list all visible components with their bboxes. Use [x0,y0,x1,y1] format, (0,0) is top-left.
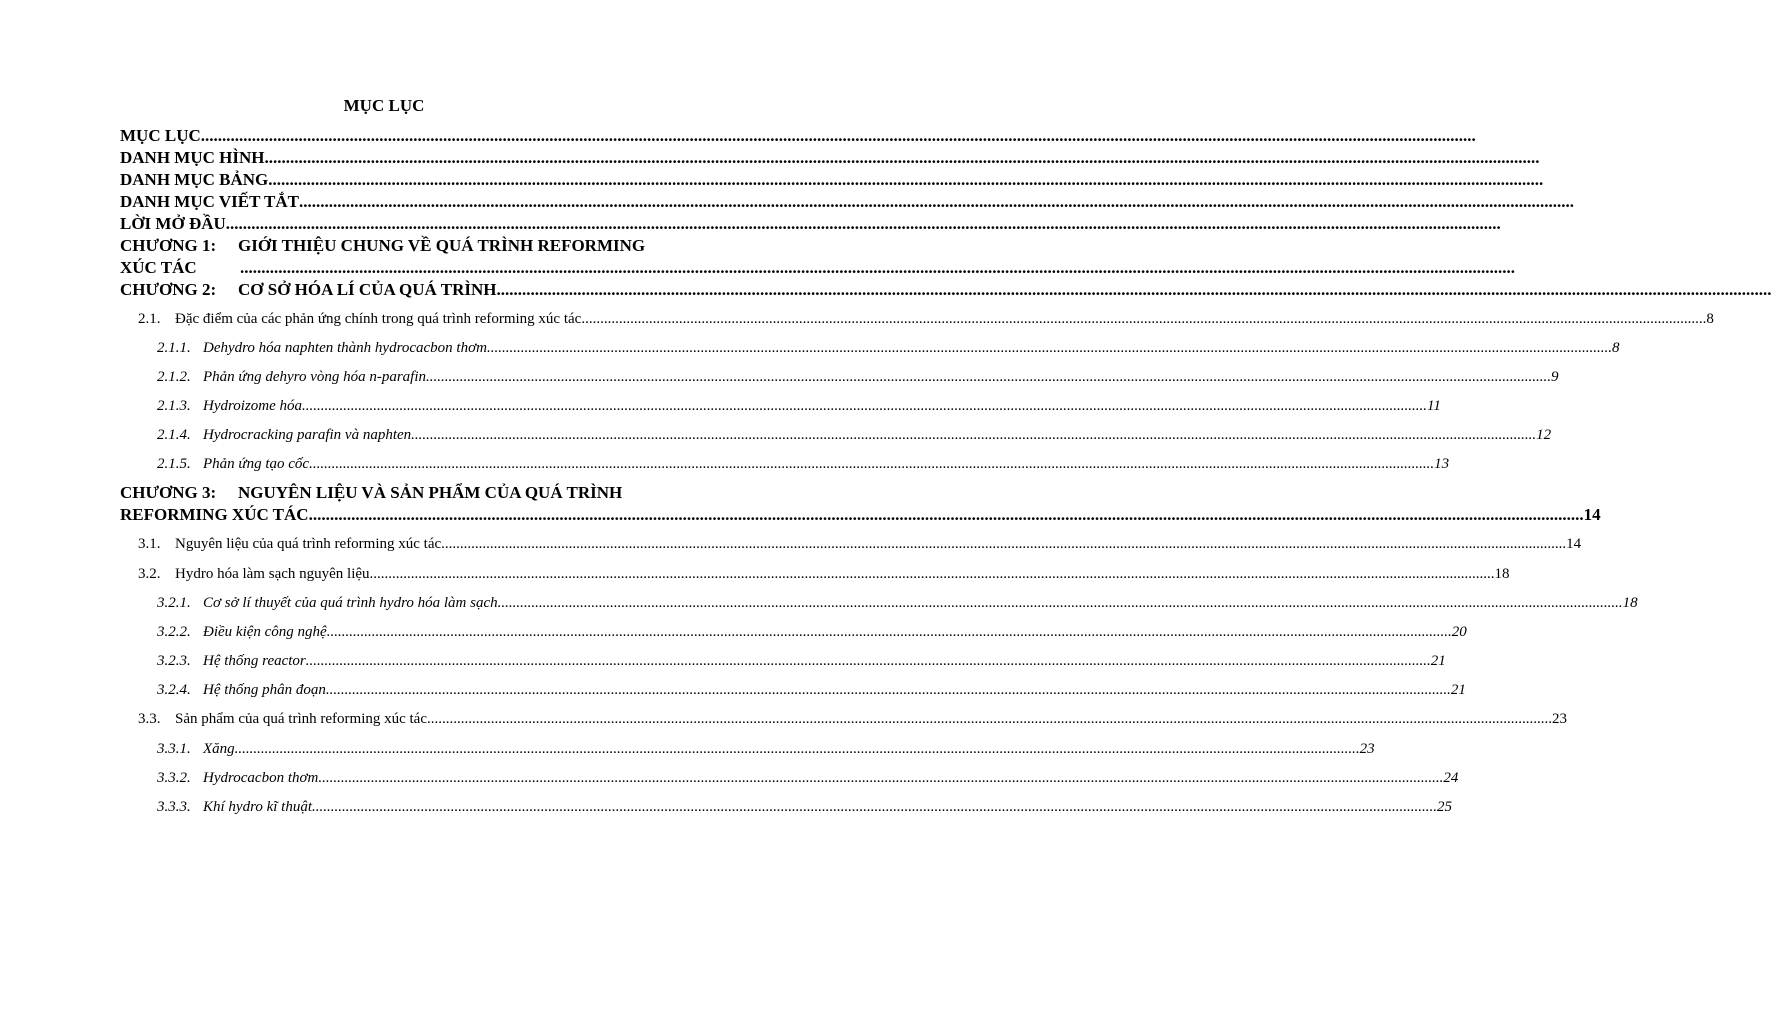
subsection-heading [157,797,312,817]
subsection-title: Điều kiện công nghệ [203,624,327,640]
subsection-heading [157,739,235,759]
dot-leader: ............................................................................................................................................................................................................................................................................................................ [426,369,1552,385]
dot-leader: ............................................................................................................................................................................................................................................................................................................ [581,311,1707,327]
subsection-title: Dehydro hóa naphten thành hydrocacbon thơm [203,340,487,356]
subsection-heading [157,454,309,474]
dot-leader: ............................................................................................................................................................................................................................................................................................................ [318,770,1444,786]
page-number: 23 [1359,741,1375,757]
toc-section-2-1[interactable] [138,309,1714,329]
section-number: 2.1. [138,311,161,327]
section-number: 3.1. [138,536,161,552]
toc-subsection-3-3-3[interactable] [157,797,1453,817]
subsection-title: Xăng [203,741,235,757]
page-number: 20 [1451,624,1467,640]
toc-chapter-3-line2[interactable] [120,504,1601,526]
subsection-heading [157,680,326,700]
toc-section-3-1[interactable] [138,534,1582,554]
dot-leader: ............................................................................................................................................................................................................................................................................................................ [305,653,1431,669]
page-number: 21 [1430,653,1446,669]
toc-chapter-1-line1[interactable] [120,235,645,257]
page-number: 11 [1427,398,1441,414]
dot-leader: ............................................................................................................................................................................................................................................................................................................ [497,595,1623,611]
subsection-heading [157,338,487,358]
section-title: Hydro hóa làm sạch nguyên liệu [175,566,370,582]
dot-leader: ............................................................................................................................................................................................................................................................................................................ [268,170,1544,189]
dot-leader: ............................................................................................................................................................................................................................................................................................................ [309,456,1435,472]
dot-leader: ............................................................................................................................................................................................................................................................................................................ [200,126,1476,145]
toc-subsection-2-1-2[interactable] [157,367,1559,387]
page-number: 18 [1622,595,1638,611]
section-title: Đặc điểm của các phản ứng chính trong quá trình reforming xúc tác [175,311,582,327]
toc-entry-label: DANH MỤC HÌNH [120,148,265,167]
section-heading [138,534,441,554]
toc-entry-label: LỜI MỞ ĐẦU [120,214,226,233]
subsection-number: 2.1.4. [157,427,191,443]
subsection-number: 3.2.1. [157,595,191,611]
subsection-title: Khí hydro kĩ thuật [203,799,313,815]
subsection-title: Hydroizome hóa [203,398,303,414]
chapter-heading [120,279,497,301]
dot-leader: ............................................................................................................................................................................................................................................................................................................ [240,258,1515,277]
section-title: Nguyên liệu của quá trình reforming xúc tác [175,536,442,552]
chapter-number: CHƯƠNG 1: [120,236,217,255]
subsection-title: Hệ thống phân đoạn [203,682,326,698]
subsection-title: Cơ sở lí thuyết của quá trình hydro hóa làm sạch [203,595,498,611]
subsection-heading [157,768,318,788]
toc-entry-danh-muc-viet-tat[interactable] [120,191,1575,213]
subsection-heading [157,425,411,445]
toc-subsection-2-1-4[interactable] [157,425,1552,445]
section-title: Sản phẩm của quá trình reforming xúc tác [175,711,427,727]
toc-entry-label: DANH MỤC BẢNG [120,170,269,189]
toc-section-3-3[interactable] [138,709,1567,729]
section-heading [138,709,427,729]
toc-entry-loi-mo-dau[interactable] [120,213,1501,235]
page-number: 13 [1434,456,1450,472]
section-number: 3.3. [138,711,161,727]
toc-chapter-3-line1[interactable] [120,482,622,504]
dot-leader: ............................................................................................................................................................................................................................................................................................................ [312,799,1438,815]
subsection-number: 2.1.5. [157,456,191,472]
subsection-number: 3.3.1. [157,741,191,757]
subsection-title: Hệ thống reactor [203,653,306,669]
dot-leader: ............................................................................................................................................................................................................................................................................................................ [264,148,1540,167]
toc-chapter-1-line2[interactable] [120,257,1515,279]
page-number: 9 [1551,369,1559,385]
section-heading [138,564,370,584]
subsection-heading [157,367,426,387]
chapter-title-cont: REFORMING XÚC TÁC [120,505,309,524]
page-number: 23 [1552,711,1567,727]
toc-subsection-3-2-1[interactable] [157,593,1638,613]
toc-subsection-2-1-5[interactable] [157,454,1450,474]
page-number: 12 [1536,427,1552,443]
subsection-heading [157,396,302,416]
toc-subsection-3-2-3[interactable] [157,651,1446,671]
toc-subsection-3-3-2[interactable] [157,768,1459,788]
toc-subsection-3-2-2[interactable] [157,622,1467,642]
subsection-heading [157,622,327,642]
subsection-number: 3.2.3. [157,653,191,669]
dot-leader: ............................................................................................................................................................................................................................................................................................................ [326,624,1452,640]
section-number: 3.2. [138,566,161,582]
dot-leader: ............................................................................................................................................................................................................................................................................................................ [302,398,1428,414]
page-number: 8 [1706,311,1714,327]
toc-entry-muc-luc[interactable] [120,125,1476,147]
subsection-heading [157,593,498,613]
toc-section-3-2[interactable] [138,564,1510,584]
page-number: 25 [1437,799,1453,815]
subsection-title: Hydrocracking parafin và naphten [203,427,412,443]
toc-entry-danh-muc-bang[interactable] [120,169,1544,191]
toc-subsection-3-3-1[interactable] [157,739,1375,759]
dot-leader: ............................................................................................................................................................................................................................................................................................................ [234,741,1360,757]
dot-leader: ............................................................................................................................................................................................................................................................................................................ [496,280,1772,299]
dot-leader: ............................................................................................................................................................................................................................................................................................................ [411,427,1537,443]
subsection-heading [157,651,306,671]
dot-leader: ............................................................................................................................................................................................................................................................................................................ [369,566,1495,582]
dot-leader: ............................................................................................................................................................................................................................................................................................................ [441,536,1567,552]
dot-leader: ............................................................................................................................................................................................................................................................................................................ [486,340,1612,356]
page-number: 18 [1494,566,1510,582]
subsection-number: 2.1.2. [157,369,191,385]
subsection-number: 3.3.3. [157,799,191,815]
page-title: MỤC LỤC [343,96,425,115]
toc-chapter-2[interactable] [120,279,1772,301]
page-number: 21 [1450,682,1466,698]
subsection-title: Phản ứng dehyro vòng hóa n-parafin [203,369,427,385]
chapter-title: GIỚI THIỆU CHUNG VỀ QUÁ TRÌNH REFORMING [238,236,646,255]
page-number: 14 [1566,536,1582,552]
dot-leader: ............................................................................................................................................................................................................................................................................................................ [299,192,1575,211]
chapter-title: CƠ SỞ HÓA LÍ CỦA QUÁ TRÌNH [238,280,497,299]
subsection-title: Phản ứng tạo cốc [203,456,310,472]
toc-subsection-2-1-3[interactable] [157,396,1441,416]
chapter-number: CHƯƠNG 3: [120,483,217,502]
subsection-title: Hydrocacbon thơm [203,770,319,786]
subsection-number: 3.2.2. [157,624,191,640]
dot-leader: ............................................................................................................................................................................................................................................................................................................ [325,682,1451,698]
dot-leader: ............................................................................................................................................................................................................................................................................................................ [427,711,1552,727]
toc-subsection-2-1-1[interactable] [157,338,1620,358]
subsection-number: 2.1.1. [157,340,191,356]
chapter-title-cont: XÚC TÁC [120,258,197,277]
chapter-number: CHƯƠNG 2: [120,280,217,299]
subsection-number: 2.1.3. [157,398,191,414]
page-number: 14 [1583,505,1601,524]
page-number: 8 [1611,340,1620,356]
chapter-title: NGUYÊN LIỆU VÀ SẢN PHẨM CỦA QUÁ TRÌNH [238,483,623,502]
dot-leader: ............................................................................................................................................................................................................................................................................................................ [225,214,1501,233]
subsection-number: 3.3.2. [157,770,191,786]
toc-subsection-3-2-4[interactable] [157,680,1466,700]
toc-entry-danh-muc-hinh[interactable] [120,147,1540,169]
page-number: 24 [1443,770,1459,786]
toc-entry-label: DANH MỤC VIẾT TẮT [120,192,300,211]
section-heading [138,309,581,329]
toc-entry-label: MỤC LỤC [120,126,201,145]
subsection-number: 3.2.4. [157,682,191,698]
dot-leader: ............................................................................................................................................................................................................................................................................................................ [308,505,1584,524]
